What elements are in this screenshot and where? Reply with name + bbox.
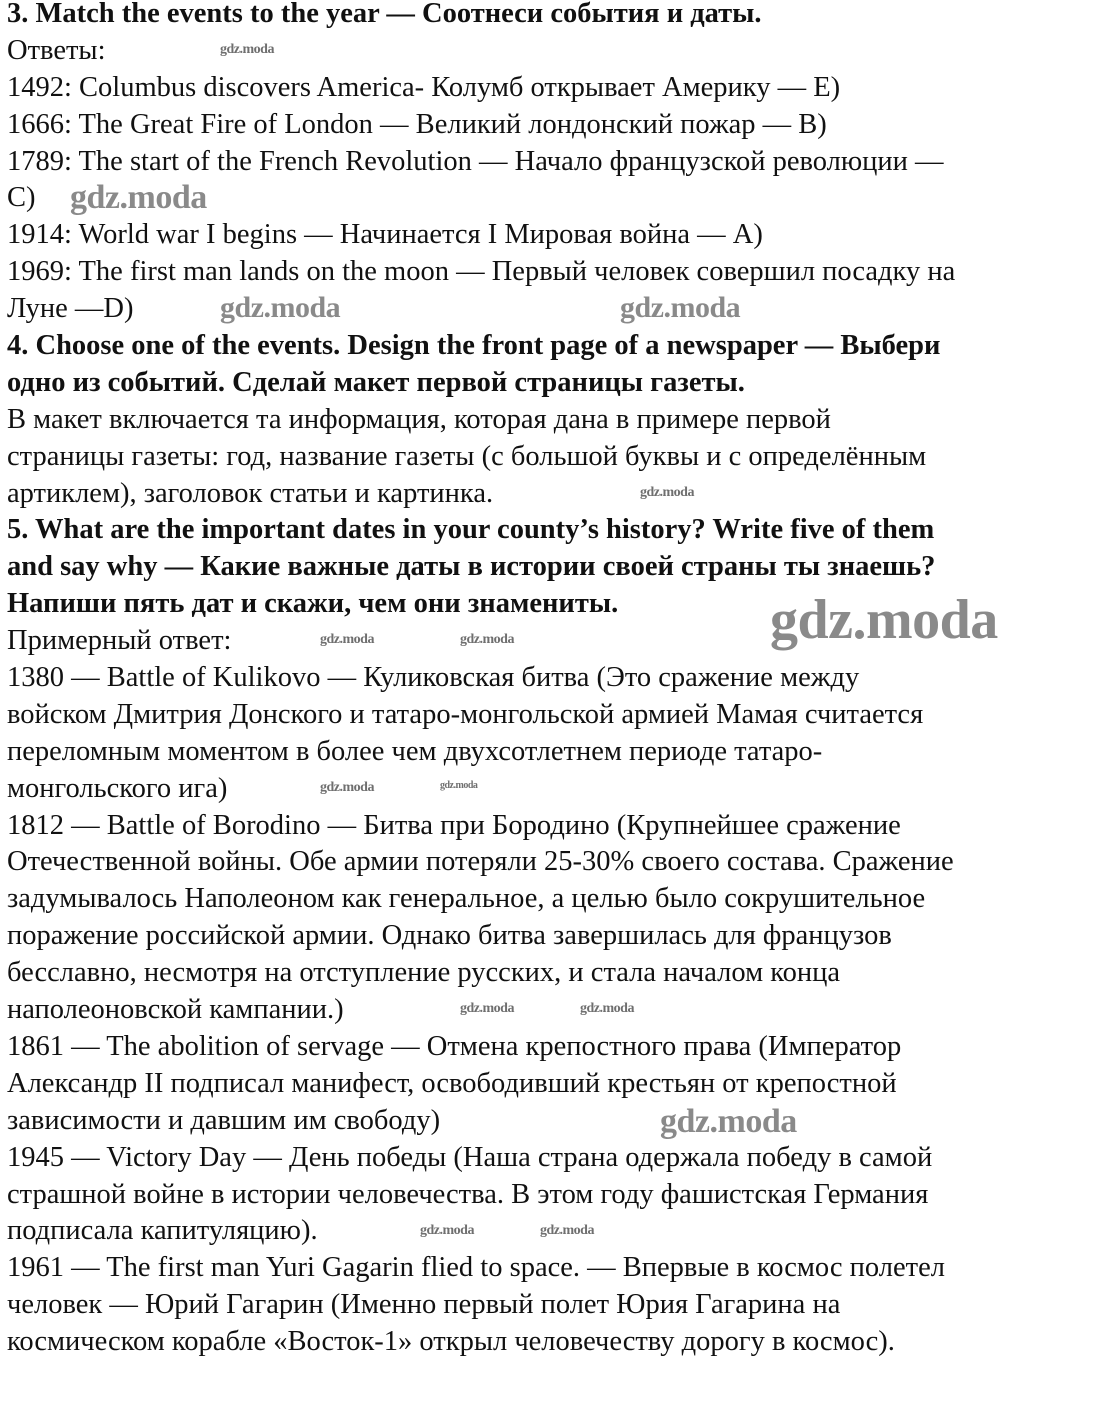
heading-line: 3. Match the events to the year — Соотнеси события и даты. xyxy=(7,0,762,29)
text-line: 1914: World war I begins — Начинается I Мировая война — A) xyxy=(7,219,763,251)
watermark: gdz.moda xyxy=(220,42,274,57)
watermark: gdz.moda xyxy=(320,632,374,647)
text-line: 1861 — The abolition of servage — Отмена крепостного права (Император xyxy=(7,1030,902,1062)
watermark: gdz.moda xyxy=(660,1103,797,1140)
text-line: зависимости и давшим им свободу) xyxy=(7,1104,441,1136)
text-line: 1380 — Battle of Kulikovo — Куликовская битва (Это сражение между xyxy=(7,662,860,694)
text-line: 1969: The first man lands on the moon — Первый человек совершил посадку на xyxy=(7,256,956,288)
watermark: gdz.moda xyxy=(460,1001,514,1016)
text-line: Ответы: xyxy=(7,34,106,66)
heading-line: 5. What are the important dates in your county’s history? Write five of them xyxy=(7,514,935,546)
text-line: Луне —D) xyxy=(7,293,134,325)
text-line: монгольского ига) xyxy=(7,772,228,804)
text-line: переломным моментом в более чем двухсотлетнем периоде татаро- xyxy=(7,735,823,767)
text-line: Отечественной войны. Обе армии потеряли 25-30% своего состава. Сражение xyxy=(7,846,954,878)
heading-line: 4. Choose one of the events. Design the front page of a newspaper — Выбери xyxy=(7,330,941,362)
watermark: gdz.moda xyxy=(460,632,514,647)
text-line: космическом корабле «Восток-1» открыл человечеству дорогу в космос). xyxy=(7,1326,895,1358)
text-line: 1666: The Great Fire of London — Великий лондонский пожар — B) xyxy=(7,108,827,140)
text-line: войском Дмитрия Донского и татаро-монгольской армией Мамая считается xyxy=(7,698,924,730)
text-line: 1812 — Battle of Borodino — Битва при Бородино (Крупнейшее сражение xyxy=(7,809,901,841)
text-line: задумывалось Наполеоном как генеральное, а целью было сокрушительное xyxy=(7,883,926,915)
text-line: поражение российской армии. Однако битва завершилась для французов xyxy=(7,920,892,952)
text-line: человек — Юрий Гагарин (Именно первый полет Юрия Гагарина на xyxy=(7,1289,841,1321)
text-line: страшной войне в истории человечества. В этом году фашистская Германия xyxy=(7,1178,929,1210)
text-line: Примерный ответ: xyxy=(7,625,232,657)
text-line: страницы газеты: год, название газеты (с большой буквы и с определённым xyxy=(7,440,927,472)
watermark: gdz.moda xyxy=(220,291,341,324)
watermark: gdz.moda xyxy=(770,589,998,651)
text-line: Александр II подписал манифест, освободивший крестьян от крепостной xyxy=(7,1067,897,1099)
watermark: gdz.moda xyxy=(320,780,374,795)
watermark: gdz.moda xyxy=(620,291,741,324)
heading-line: одно из событий. Сделай макет первой страницы газеты. xyxy=(7,366,745,398)
heading-line: Напиши пять дат и скажи, чем они знамениты. xyxy=(7,588,619,620)
watermark: gdz.moda xyxy=(440,780,478,791)
watermark: gdz.moda xyxy=(580,1001,634,1016)
text-line: 1945 — Victory Day — День победы (Наша страна одержала победу в самой xyxy=(7,1141,933,1173)
watermark: gdz.moda xyxy=(640,485,694,500)
text-line: 1961 — The first man Yuri Gagarin flied to space. — Впервые в космос полетел xyxy=(7,1252,945,1284)
text-line: 1492: Columbus discovers America- Колумб открывает Америку — E) xyxy=(7,71,841,103)
text-line: C) xyxy=(7,182,36,214)
text-line: В макет включается та информация, которая дана в примере первой xyxy=(7,403,831,435)
text-line: артиклем), заголовок статьи и картинка. xyxy=(7,477,494,509)
text-line: подписала капитуляцию). xyxy=(7,1215,318,1247)
watermark: gdz.moda xyxy=(420,1223,474,1238)
text-line: наполеоновской кампании.) xyxy=(7,994,344,1026)
watermark: gdz.moda xyxy=(540,1223,594,1238)
text-line: бесславно, несмотря на отступление русских, и стала началом конца xyxy=(7,957,841,989)
watermark: gdz.moda xyxy=(70,179,207,216)
text-line: 1789: The start of the French Revolution — Начало французской революции — xyxy=(7,145,944,177)
heading-line: and say why — Какие важные даты в истории своей страны ты знаешь? xyxy=(7,551,936,583)
